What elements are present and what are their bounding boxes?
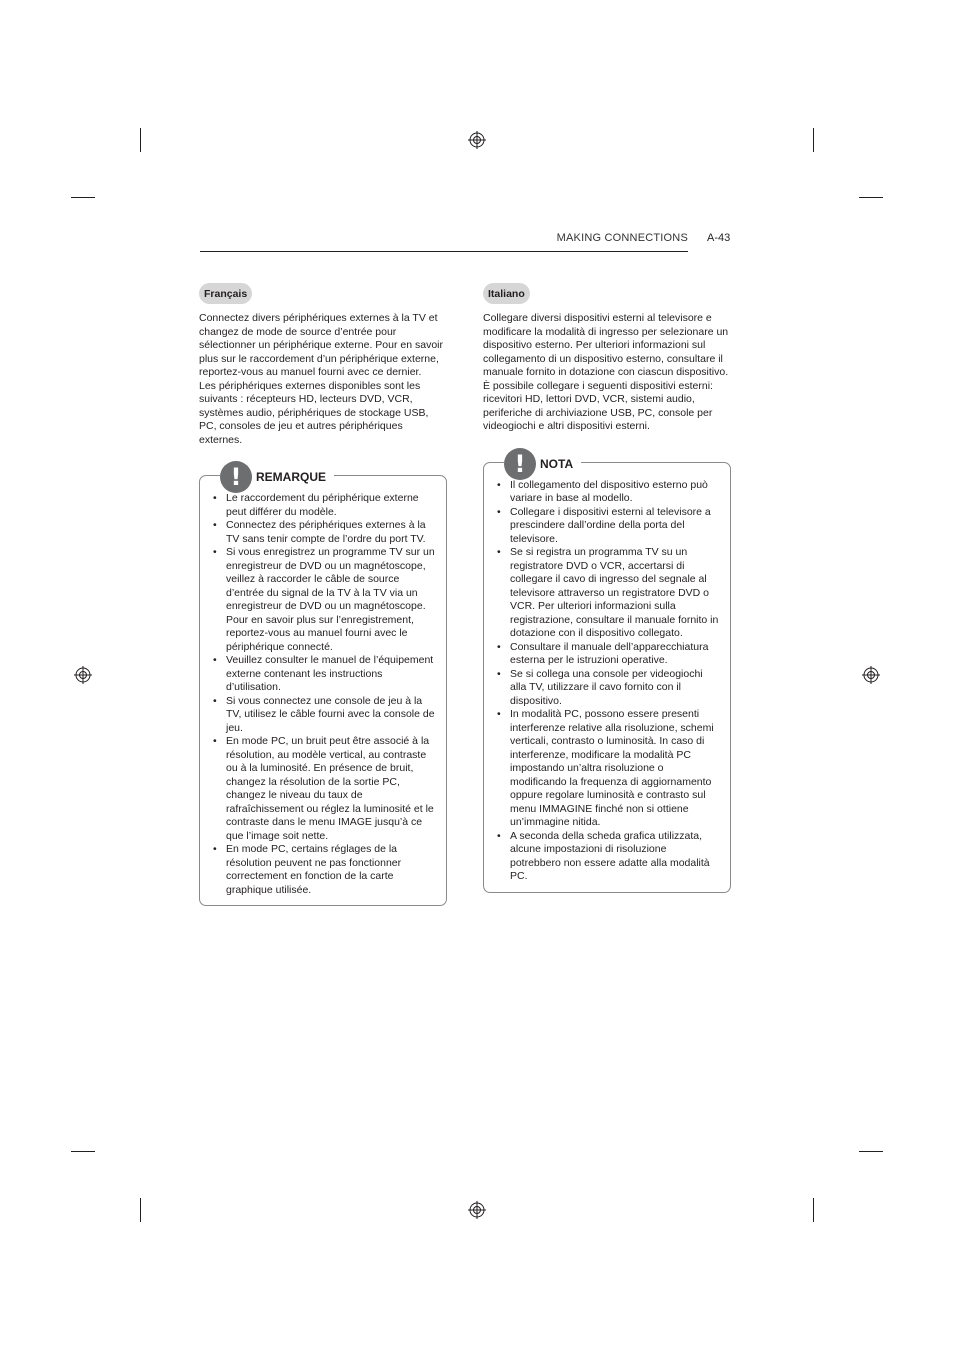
registration-mark-icon	[862, 666, 880, 684]
registration-mark-icon	[468, 1201, 486, 1219]
intro-paragraph: Collegare diversi dispositivi esterni al televisore e modificare la modalità di ingresso per selezionare un dispositivo esterno. Per ulteriori informazioni sul collegamento di un dispositivo esterno, consultare il manuale fornito in dotazione con ciascun dispositivo.	[483, 312, 729, 378]
note-box-french	[199, 463, 447, 906]
note-header	[220, 461, 334, 493]
list-item: • Si vous connectez une console de jeu à la TV, utilisez le câble fourni avec la console de jeu.	[210, 695, 436, 736]
list-item: • Le raccordement du périphérique externe peut différer du modèle.	[210, 492, 436, 519]
registration-mark-icon	[468, 131, 486, 149]
language-badge-italian: Italiano	[483, 283, 530, 304]
devices-paragraph: È possibile collegare i seguenti dispositivi esterni: ricevitori HD, lettori DVD, VCR, sistemi audio, periferiche di archiviazione USB, PC, console per videogiochi e altri dispositivi esterni.	[483, 379, 713, 432]
crop-mark	[813, 128, 814, 152]
intro-paragraph: Connectez divers périphériques externes à la TV et changez de mode de source d’entrée pour sélectionner un périphérique externe. Pour en savoir plus sur le raccordement d’un périphérique externe, reportez-vous au manuel fourni avec ce dernier.	[199, 312, 443, 378]
crop-mark	[140, 1198, 141, 1222]
registration-mark-icon	[74, 666, 92, 684]
list-item: • En mode PC, certains réglages de la résolution peuvent ne pas fonctionner correctement en fonction de la carte graphique utilisée.	[210, 843, 436, 897]
list-item: • Se si registra un programma TV su un registratore DVD o VCR, accertarsi di collegare il cavo di ingresso del segnale al televisore attraverso un registratore DVD o VCR. Per ulteriori informazioni sulla registrazione, consultare il manuale fornito in dotazione con il dispositivo collegato.	[494, 546, 720, 641]
crop-mark	[859, 1151, 883, 1152]
language-badge-french: Français	[199, 283, 252, 304]
italian-column	[483, 283, 731, 893]
list-item: • Connectez des périphériques externes à la TV sans tenir compte de l’ordre du port TV.	[210, 519, 436, 546]
note-list	[494, 479, 720, 884]
list-item: • Consultare il manuale dell’apparecchiatura esterna per le istruzioni operative.	[494, 641, 720, 668]
section-title: MAKING CONNECTIONS	[556, 232, 688, 244]
note-title: NOTA	[540, 456, 574, 471]
note-title: REMARQUE	[256, 470, 327, 484]
devices-paragraph: Les périphériques externes disponibles sont les suivants : récepteurs HD, lecteurs DVD, VCR, systèmes audio, périphériques de stockage USB, PC, consoles de jeu et autres périphériques externes.	[199, 379, 429, 446]
list-item: • Collegare i dispositivi esterni al televisore a prescindere dall’ordine della porta del televisore.	[494, 506, 720, 547]
exclamation-icon: !	[504, 448, 536, 480]
list-item: • En mode PC, un bruit peut être associé à la résolution, au modèle vertical, au contraste ou à la luminosité. En présence de bruit, changez la résolution de la sortie PC, changez le niveau du taux de rafraîchissement ou réglez la luminosité et le contraste dans le menu IMAGE jusqu’à ce que l’image soit nette.	[210, 735, 436, 843]
crop-mark	[71, 197, 95, 198]
list-item: • Si vous enregistrez un programme TV sur un enregistreur de DVD ou un magnétoscope, veillez à raccorder le câble de source d’entrée du signal de la TV à la TV via un enregistreur de DVD ou un magnétoscope. Pour en savoir plus sur l’enregistrement, reportez-vous au manuel fourni avec le périphérique connecté.	[210, 546, 436, 654]
note-list	[210, 492, 436, 897]
note-box-italian	[483, 449, 731, 893]
note-header	[504, 448, 581, 480]
list-item: • Il collegamento del dispositivo esterno può variare in base al modello.	[494, 479, 720, 506]
crop-mark	[71, 1151, 95, 1152]
list-item: • In modalità PC, possono essere presenti interferenze relative alla risoluzione, schemi verticali, contrasto o luminosità. In caso di interferenze, modificare la modalità PC impostando un’altra risoluzione o modificando la frequenza di aggiornamento oppure regolare luminosità e contrasto sul menu IMMAGINE finché non si ottiene un’immagine nitida.	[494, 708, 720, 830]
header-divider	[200, 251, 688, 252]
exclamation-icon: !	[220, 461, 252, 493]
list-item: • Se si collega una console per videogiochi alla TV, utilizzare il cavo fornito con il dispositivo.	[494, 668, 720, 709]
french-column	[199, 283, 447, 906]
page-number: A-43	[707, 232, 731, 244]
crop-mark	[859, 197, 883, 198]
list-item: • Veuillez consulter le manuel de l’équipement externe contenant les instructions d’utilisation.	[210, 654, 436, 695]
crop-mark	[813, 1198, 814, 1222]
crop-mark	[140, 128, 141, 152]
list-item: • A seconda della scheda grafica utilizzata, alcune impostazioni di risoluzione potrebbero non essere adatte alla modalità PC.	[494, 830, 720, 884]
